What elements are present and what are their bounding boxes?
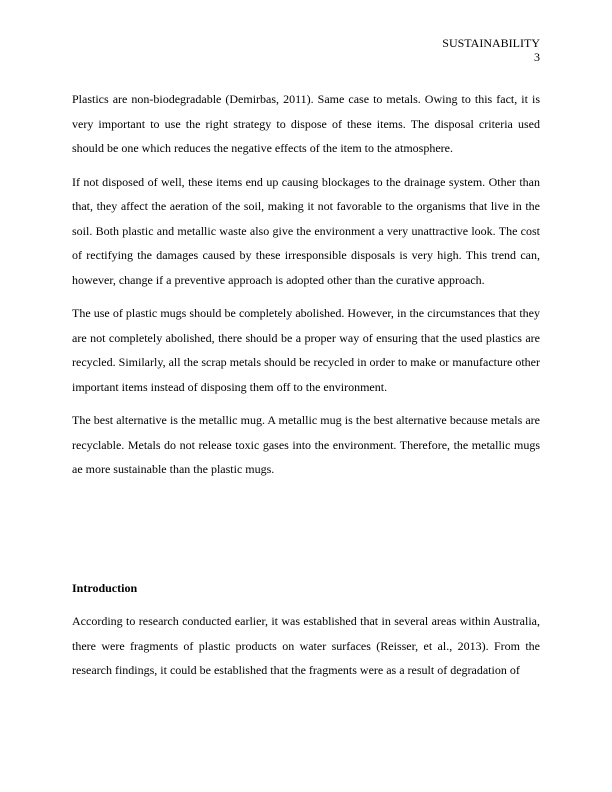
paragraph-1: Plastics are non-biodegradable (Demirbas, 2011). Same case to metals. Owing to this fact, it is very important to use the right strategy to dispose of these items. The disposal criteria used should be one which reduces the negative effects of the item to the atmosphere. <box>72 92 540 155</box>
page-number: 3 <box>534 50 540 64</box>
paragraph-3: The use of plastic mugs should be completely abolished. However, in the circumstances that they are not completely abolished, there should be a proper way of ensuring that the used plastics are recycled. Similarly, all the scrap metals should be recycled in order to make or manufacture other important items instead of disposing them off to the environment. <box>72 306 540 394</box>
paragraph-4: The best alternative is the metallic mug. A metallic mug is the best alternative because metals are recyclable. Metals do not release toxic gases into the environment. Therefore, the metallic mugs ae more sustainable than the plastic mugs. <box>72 413 540 476</box>
page-header <box>442 36 540 64</box>
section-paragraph: According to research conducted earlier, it was established that in several areas within Australia, there were fragments of plastic products on water surfaces (Reisser, et al., 2013). From the research findings, it could be established that the fragments were as a result of degradation of <box>72 614 540 677</box>
document-body <box>72 87 540 692</box>
blank-space <box>72 491 540 576</box>
running-head: SUSTAINABILITY <box>442 36 540 50</box>
paragraph-2: If not disposed of well, these items end up causing blockages to the drainage system. Other than that, they affect the aeration of the soil, making it not favorable to the organisms that live in the soil. Both plastic and metallic waste also give the environment a very unattractive look. The cost of rectifying the damages caused by these irresponsible disposals is very high. This trend can, however, change if a preventive approach is adopted other than the curative approach. <box>72 174 540 287</box>
section-heading: Introduction <box>72 580 138 595</box>
